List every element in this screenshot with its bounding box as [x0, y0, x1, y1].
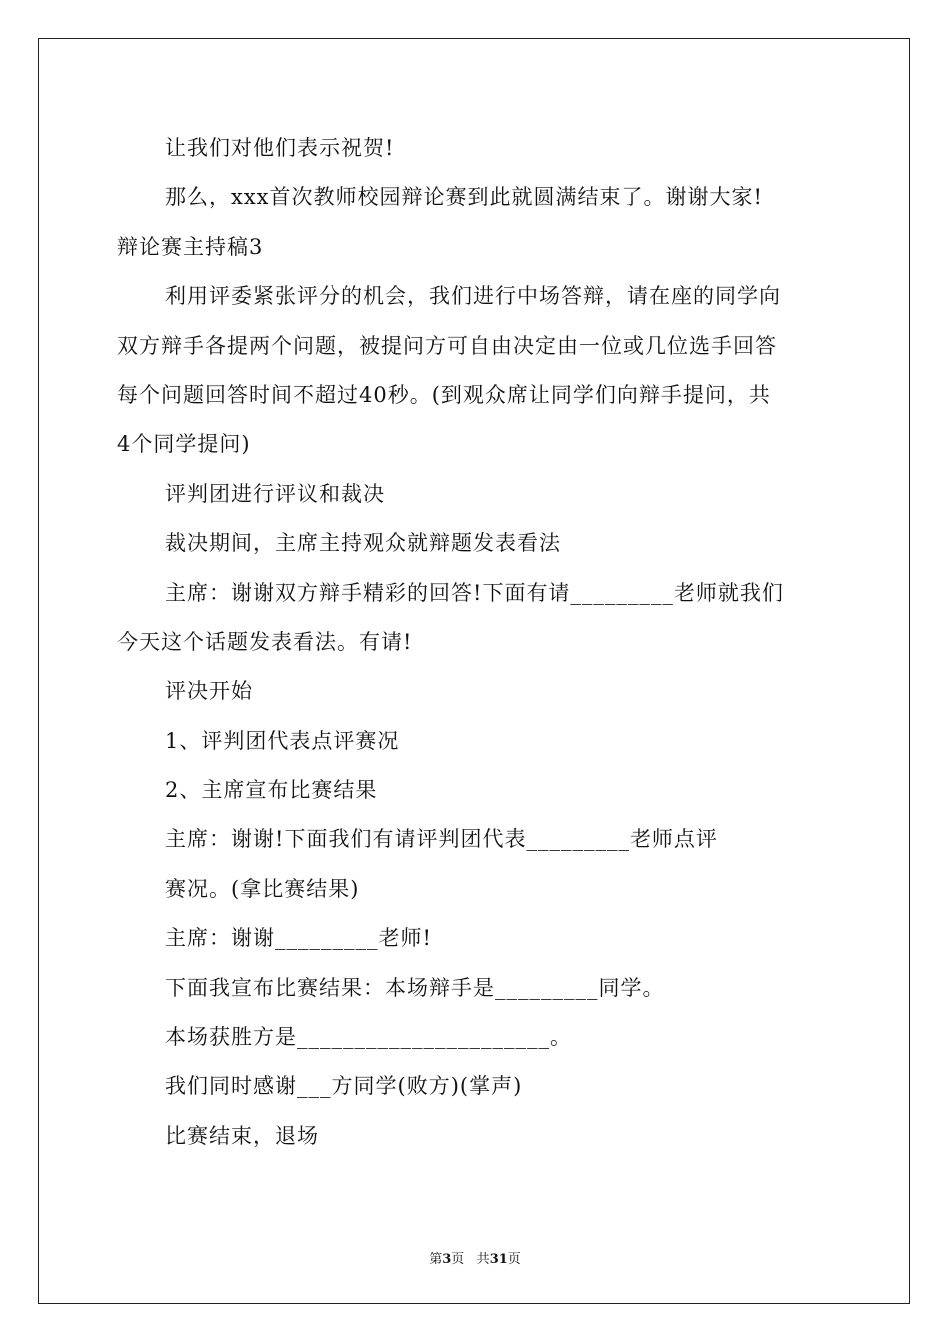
page-footer: [0, 1248, 950, 1267]
footer-page-unit: 页: [451, 1252, 465, 1267]
paragraph-line: 那么，xxx首次教师校园辩论赛到此就圆满结束了。谢谢大家!: [165, 185, 763, 210]
paragraph-line: 下面我宣布比赛结果：本场辩手是_________同学。: [165, 975, 665, 1000]
footer-total-prefix: 共: [476, 1252, 490, 1267]
footer-prefix: 第: [429, 1252, 443, 1267]
paragraph-line: 本场获胜方是______________________。: [165, 1025, 572, 1050]
paragraph-line: 我们同时感谢___方同学(败方)(掌声): [165, 1074, 523, 1099]
list-item: 2、主席宣布比赛结果: [165, 778, 378, 803]
paragraph-line: 比赛结束，退场: [165, 1123, 319, 1148]
paragraph-line: 4个同学提问): [117, 432, 251, 457]
footer-total-unit: 页: [507, 1252, 521, 1267]
section-heading: 辩论赛主持稿3: [117, 234, 264, 259]
paragraph-line: 主席：谢谢!下面我们有请评判团代表_________老师点评: [165, 827, 718, 852]
paragraph-line: 今天这个话题发表看法。有请!: [117, 629, 413, 654]
document-body: [117, 124, 837, 1161]
paragraph-line: 主席：谢谢双方辩手精彩的回答!下面有请_________老师就我们: [165, 580, 784, 605]
paragraph-line: 主席：谢谢_________老师!: [165, 926, 432, 951]
paragraph-line: 裁决期间，主席主持观众就辩题发表看法: [165, 531, 561, 556]
paragraph-line: 每个问题回答时间不超过40秒。(到观众席让同学们向辩手提问，共: [117, 382, 771, 407]
paragraph-line: 评决开始: [165, 679, 253, 704]
list-item: 1、评判团代表点评赛况: [165, 728, 400, 753]
paragraph-line: 评判团进行评议和裁决: [165, 481, 385, 506]
paragraph-line: 赛况。(拿比赛结果): [165, 876, 360, 901]
page-number: 3: [442, 1252, 452, 1267]
paragraph-line: 利用评委紧张评分的机会，我们进行中场答辩，请在座的同学向: [165, 284, 781, 309]
total-pages: 31: [489, 1252, 508, 1267]
paragraph-line: 双方辩手各提两个问题，被提问方可自由决定由一位或几位选手回答: [117, 333, 777, 358]
paragraph-line: 让我们对他们表示祝贺!: [165, 136, 395, 160]
